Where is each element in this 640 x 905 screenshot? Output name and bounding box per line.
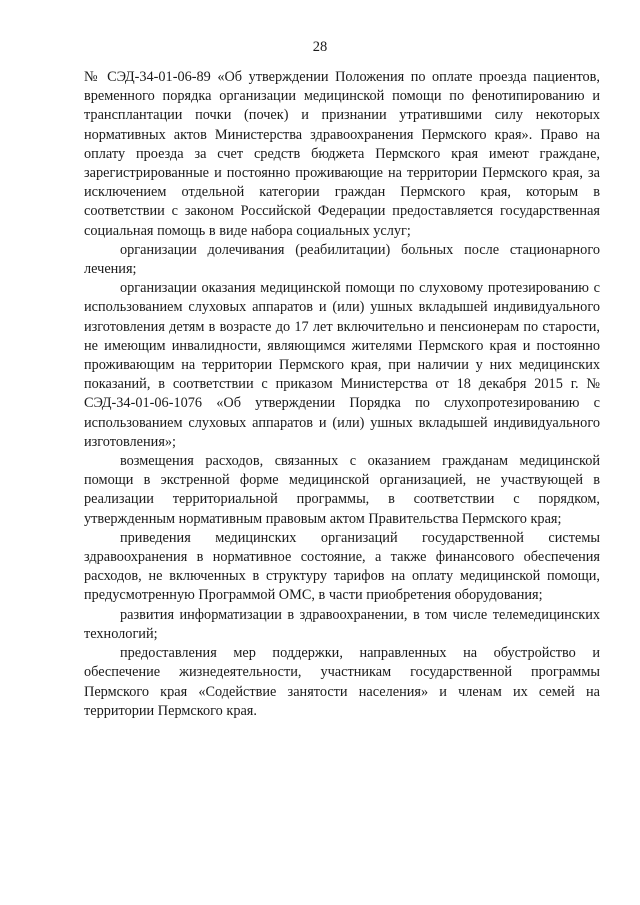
page-number: 28 — [312, 39, 328, 55]
paragraph-rehabilitation: организации долечивания (реабилитации) больных после стационарного лечения; — [84, 241, 600, 278]
document-body — [84, 68, 600, 721]
paragraph-support-measures: предоставления мер поддержки, направленных на обустройство и обеспечение жизнедеятельности, участникам государственной программы Пермского края «Содействие занятости населения» и членам их семей на территории Пермского края. — [84, 645, 600, 719]
paragraph-medical-organizations: приведения медицинских организаций государственной системы здравоохранения в нормативное состояние, а также финансового обеспечения расходов, не включенных в структуру тарифов на оплату медицинской помощи, предусмотренную Программой ОМС, в части приобретения оборудования; — [84, 529, 600, 604]
paragraph-hearing-prosthetics: организации оказания медицинской помощи по слуховому протезированию с использованием слуховых аппаратов и (или) ушных вкладышей индивидуального изготовления детям в возрасте до 17 лет включительно и пенсионерам по старости, не имеющим инвалидности, являющимся жителями Пермского края и постоянно проживающим на территории Пермского края, при наличии у них медицинских показаний, в соответствии с приказом Министерства от 18 декабря 2015 г. № СЭД-34-01-06-1076 «Об утверждении Порядка по слухопротезированию с использованием слуховых аппаратов и (или) ушных вкладышей индивидуального изготовления»; — [84, 280, 600, 450]
paragraph-emergency-care-reimbursement: возмещения расходов, связанных с оказанием гражданам медицинской помощи в экстренной форме медицинской организацией, не участвующей в реализации территориальной программы, в соответствии с порядком, утвержденным нормативным правовым актом Правительства Пермского края; — [84, 453, 600, 527]
paragraph-informatization: развития информатизации в здравоохранении, в том числе телемедицинских технологий; — [84, 606, 600, 642]
paragraph-order-reference: № СЭД-34-01-06-89 «Об утверждении Положения по оплате проезда пациентов, временного порядка организации медицинской помощи по фенотипированию и трансплантации почки (почек) и признании утратившими силу некоторых нормативных актов Министерства здравоохранения Пермского края». Право на оплату проезда за счет средств бюджета Пермского края имеют граждане, зарегистрированные и постоянно проживающие на территории Пермского края, за исключением отдельной категории граждан Пермского края, которым в соответствии с законом Российской Федерации предоставляется государственная социальная помощь в виде набора социальных услуг; — [84, 69, 600, 239]
